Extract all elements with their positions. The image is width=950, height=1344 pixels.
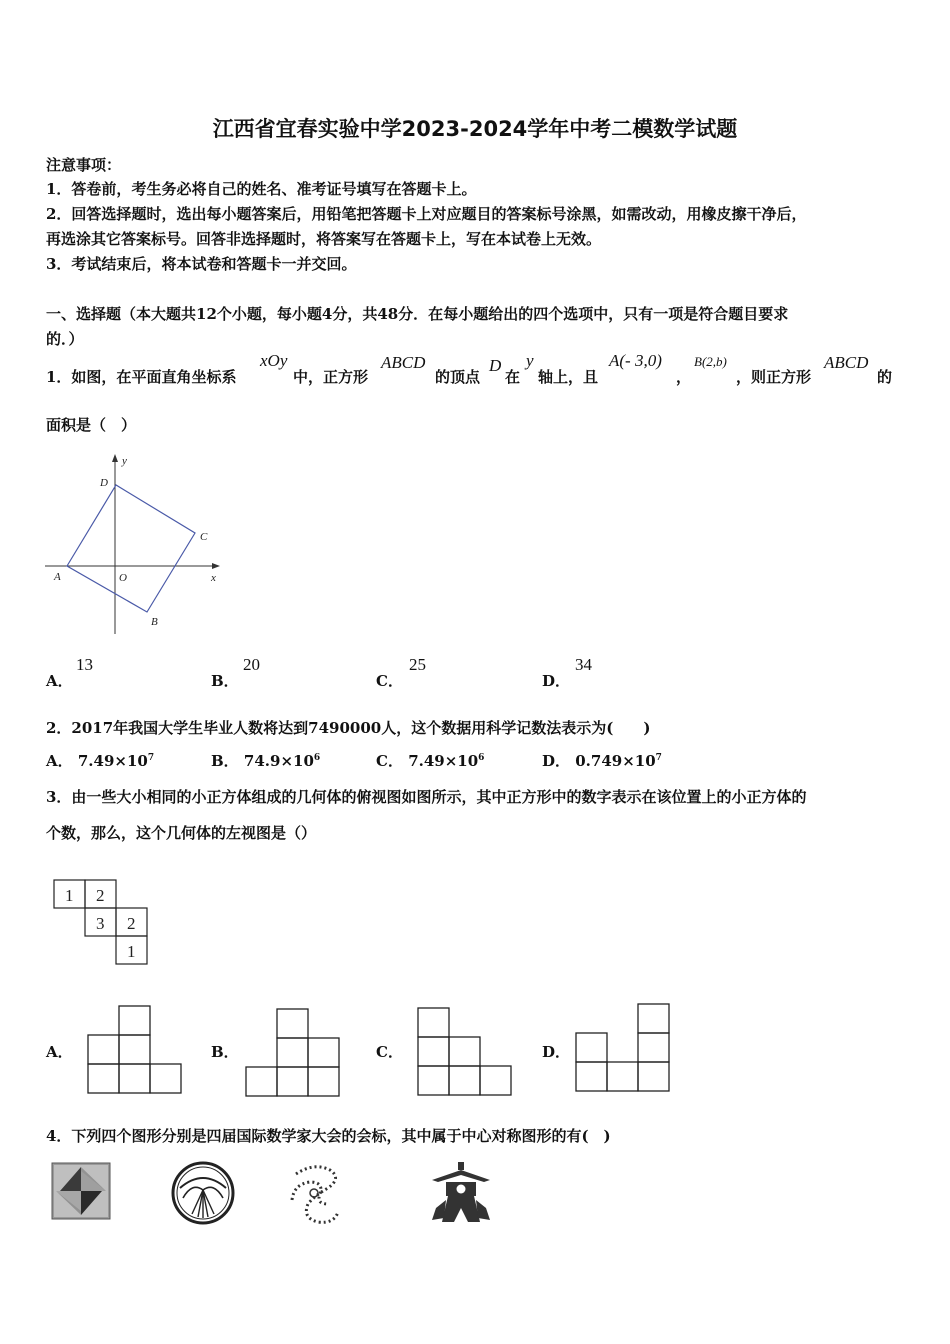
notice-heading: 注意事项： — [46, 156, 122, 174]
q1-text-line-2: 面积是（ ） — [46, 416, 137, 434]
q2-option-b: B． $74.9\times 10^6$ — [211, 752, 321, 770]
q1-option-b-letter: B． — [211, 672, 239, 690]
grid-cell-2: 2 — [96, 886, 105, 905]
q2-option-d: D． $0.749\times 10^7$ — [542, 752, 662, 770]
q1-option-c-value: 25 — [409, 655, 426, 674]
q1-math-point-b: B(2,b) — [694, 354, 727, 369]
q3-option-a-figure — [88, 1004, 184, 1096]
q4-logo-1-pinwheel-icon — [52, 1163, 112, 1221]
q2-option-a: A． $7.49\times 10^7$ — [46, 752, 155, 770]
label-c: C — [200, 531, 208, 543]
q4-text: 4．下列四个图形分别是四届国际数学家大会的会标，其中属于中心对称图形的有( ) — [46, 1127, 611, 1145]
q3-option-d-figure — [576, 1003, 672, 1095]
label-y: y — [122, 455, 127, 467]
q4-logo-4-pagoda-icon — [428, 1160, 494, 1226]
label-b: B — [151, 616, 158, 628]
q3-text-line-1: 3．由一些大小相同的小正方体组成的几何体的俯视图如图所示，其中正方形中的数字表示在该位置上的小正方体的 — [46, 788, 807, 806]
x-axis-arrow — [212, 563, 220, 569]
q1-option-a-value: 13 — [76, 655, 93, 674]
q3-option-c-letter: C． — [376, 1043, 403, 1061]
q3-option-c-figure — [418, 1007, 514, 1099]
q1-option-b-value: 20 — [243, 655, 260, 674]
q4-logo-3-swirl-icon — [284, 1160, 350, 1228]
q1-option-d-value: 34 — [575, 655, 592, 674]
q1-text-8: 的 — [877, 368, 893, 386]
y-axis-arrow — [112, 454, 118, 462]
label-d: D — [100, 477, 108, 489]
notice-item-2-line-2: 再选涂其它答案标号。回答非选择题时，将答案写在答题卡上，写在本试卷上无效。 — [46, 230, 602, 248]
q3-option-b-figure — [246, 1008, 342, 1100]
q1-text-6: ， — [676, 368, 692, 386]
grid-cell-5: 1 — [127, 942, 136, 961]
q2-option-c: C． $7.49\times 10^6$ — [376, 752, 485, 770]
q3-option-b-letter: B． — [211, 1043, 239, 1061]
notice-item-3: 3．考试结束后，将本试卷和答题卡一并交回。 — [46, 255, 357, 273]
q1-text-3: 的顶点 — [435, 368, 481, 386]
q1-math-abcd-1: ABCD — [381, 353, 426, 372]
q3-option-d-letter: D． — [542, 1043, 571, 1061]
label-o: O — [119, 572, 127, 584]
q1-math-y: y — [526, 351, 534, 370]
section-heading-line-2: 的．） — [46, 330, 84, 348]
grid-cell-4: 2 — [127, 914, 136, 933]
grid-cell-1: 1 — [65, 886, 74, 905]
q1-coordinate-figure — [40, 450, 230, 640]
q1-math-xoy: xOy — [260, 351, 288, 370]
grid-cell-3: 3 — [96, 914, 105, 933]
q3-option-a-letter: A． — [46, 1043, 73, 1061]
q1-text-5: 轴上，且 — [538, 368, 599, 386]
notice-item-2-line-1: 2．回答选择题时，选出每小题答案后，用铅笔把答题卡上对应题目的答案标号涂黑，如需改动，用橡皮擦干净后， — [46, 205, 807, 223]
q2-text: 2．2017年我国大学生毕业人数将达到7490000人，这个数据用科学记数法表示为( ) — [46, 719, 651, 737]
section-heading-line-1: 一、选择题（本大题共12个小题，每小题4分，共48分．在每小题给出的四个选项中，只有一项是符合题目要求 — [46, 305, 789, 323]
q1-text-7: ，则正方形 — [736, 368, 812, 386]
q4-logo-2-circle-icon — [170, 1160, 236, 1226]
q3-top-view-grid — [54, 880, 150, 968]
q1-math-point-a: A(- 3,0) — [609, 351, 662, 370]
q1-option-d-letter: D． — [542, 672, 571, 690]
q1-text-2: 中，正方形 — [293, 368, 369, 386]
q1-text-4: 在 — [505, 368, 521, 386]
q1-option-a-letter: A． — [46, 672, 73, 690]
label-x: x — [211, 572, 216, 584]
notice-item-1: 1．答卷前，考生务必将自己的姓名、准考证号填写在答题卡上。 — [46, 180, 477, 198]
page-title: 江西省宜春实验中学2023-2024学年中考二模数学试题 — [212, 117, 738, 141]
q3-text-line-2: 个数，那么，这个几何体的左视图是（） — [46, 824, 317, 842]
square-abcd — [67, 485, 195, 612]
q1-option-c-letter: C． — [376, 672, 403, 690]
label-a: A — [54, 571, 61, 583]
q1-math-d: D — [489, 356, 502, 375]
q1-math-abcd-2: ABCD — [824, 353, 869, 372]
q1-text-1: 1．如图，在平面直角坐标系 — [46, 368, 237, 386]
